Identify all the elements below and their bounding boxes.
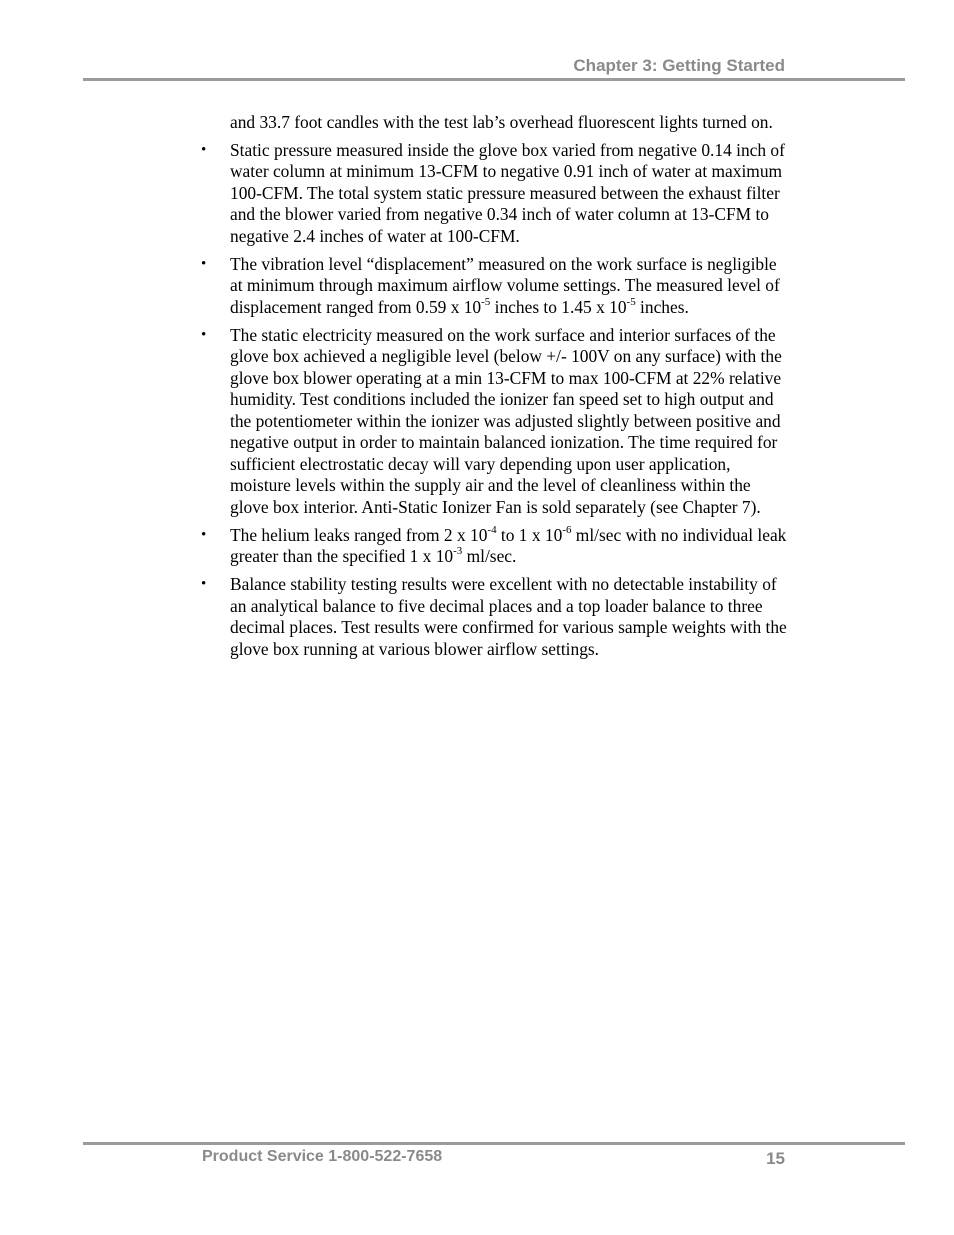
- list-item-text: The static electricity measured on the work surface and interior surfaces of the glove box achieved a negligible level (below +/- 100V on any surface) with the glove box blower operating at a min 13-CFM to max 100-CFM at 22% relative humidity. Test conditions included the ionizer fan speed set to high output and the potentiometer within the ionizer was adjusted slightly between positive and negative output in order to maintain balanced ionization. The time required for sufficient electrostatic decay will vary depending upon user application, moisture levels within the supply air and the level of cleanliness within the glove box interior. Anti-Static Ionizer Fan is sold separately (see Chapter 7).: [230, 324, 782, 517]
- list-item-balance: [201, 574, 791, 660]
- product-service-phone: Product Service 1-800-522-7658: [202, 1148, 443, 1165]
- bullet-marker: •: [201, 141, 207, 158]
- exponent: -4: [487, 523, 497, 536]
- text-run: The helium leaks ranged from 2 x 10: [230, 524, 488, 545]
- exponent: -5: [626, 295, 636, 308]
- text-run: to 1 x 10: [496, 524, 563, 545]
- bullet-marker: •: [201, 326, 207, 343]
- page-body: [201, 112, 791, 667]
- results-list: [201, 140, 791, 661]
- list-item-helium: [201, 525, 791, 568]
- footer-rule: [83, 1142, 905, 1145]
- list-item-static-electricity: [201, 325, 791, 519]
- text-run: inches to 1.45 x 10: [490, 296, 627, 317]
- exponent: -6: [562, 523, 572, 536]
- list-item-vibration: [201, 254, 791, 319]
- chapter-header: Chapter 3: Getting Started: [573, 56, 785, 75]
- text-run: ml/sec with no individual leak greater than the specified 1 x 10: [230, 524, 787, 566]
- bullet-marker: •: [201, 255, 207, 272]
- list-item-static-pressure: [201, 140, 791, 248]
- list-item-text: [230, 525, 786, 567]
- bullet-marker: •: [201, 526, 207, 543]
- bullet-marker: •: [201, 576, 207, 592]
- text-run: The vibration level “displacement” measured on the work surface is negligible at minimum through maximum airflow volume settings. The measured level of displacement ranged from 0.59 x 10: [230, 253, 780, 317]
- list-item-text: Static pressure measured inside the glove box varied from negative 0.14 inch of water column at minimum 13-CFM to negative 0.91 inch of water at maximum 100-CFM. The total system static pressure measured between the exhaust filter and the blower varied from negative 0.34 inch of water column at 13-CFM to negative 2.4 inches of water at 100-CFM.: [230, 139, 785, 246]
- exponent: -3: [453, 545, 463, 558]
- text-run: ml/sec.: [462, 546, 517, 566]
- exponent: -5: [481, 295, 491, 308]
- continued-paragraph: and 33.7 foot candles with the test lab’s overhead fluorescent lights turned on.: [230, 112, 773, 132]
- text-run: inches.: [635, 296, 689, 317]
- page-number: 15: [766, 1149, 785, 1168]
- list-item-text: [230, 254, 780, 317]
- header-rule: [83, 78, 905, 81]
- list-item-text: Balance stability testing results were excellent with no detectable instability of an analytical balance to five decimal places and a top loader balance to three decimal places. Test results were confirmed for various sample weights with the glove box running at various blower airflow settings.: [230, 574, 787, 659]
